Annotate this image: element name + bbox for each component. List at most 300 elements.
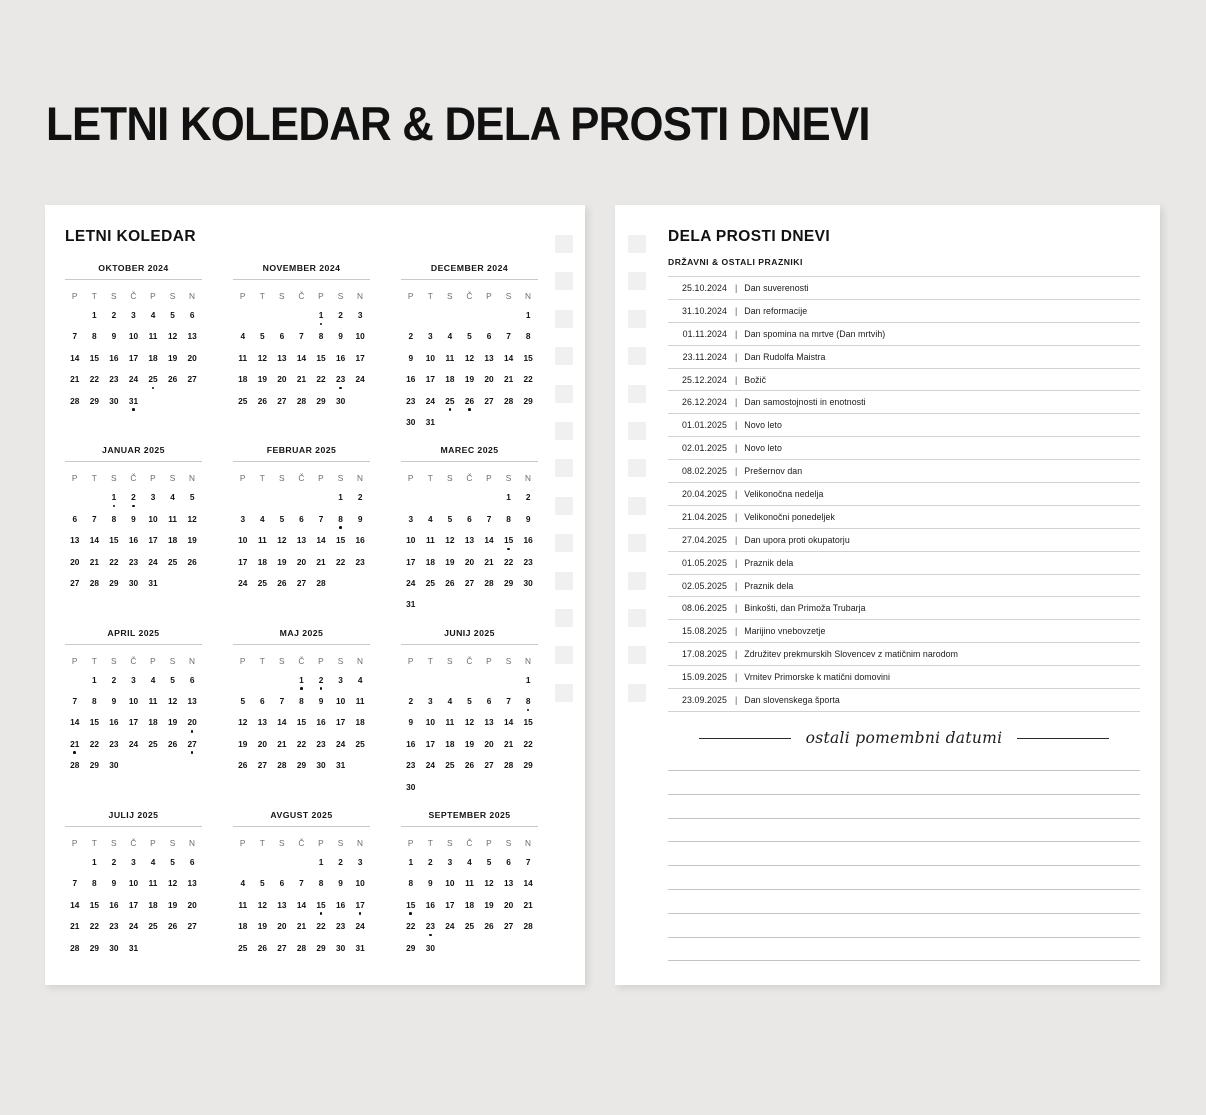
calendar-day[interactable]: 31 xyxy=(148,577,158,588)
calendar-day[interactable]: 5 xyxy=(467,696,472,707)
calendar-day[interactable]: 27 xyxy=(484,760,494,771)
calendar-day[interactable]: 13 xyxy=(277,899,287,910)
calendar-day[interactable]: 17 xyxy=(445,899,455,910)
holiday-row[interactable] xyxy=(668,665,1140,688)
calendar-day[interactable]: 8 xyxy=(92,696,97,707)
calendar-day[interactable]: 30 xyxy=(109,760,119,771)
calendar-day[interactable]: 19 xyxy=(464,738,475,749)
calendar-day[interactable]: 28 xyxy=(70,395,80,406)
calendar-day[interactable]: 18 xyxy=(238,921,248,932)
calendar-day[interactable]: 23 xyxy=(109,921,119,932)
holiday-row[interactable] xyxy=(668,688,1140,711)
calendar-day[interactable]: 23 xyxy=(128,556,139,567)
calendar-day[interactable]: 19 xyxy=(445,556,455,567)
calendar-day[interactable]: 23 xyxy=(109,738,119,749)
calendar-day[interactable]: 18 xyxy=(167,535,178,546)
calendar-day[interactable]: 20 xyxy=(503,899,514,910)
calendar-day[interactable]: 17 xyxy=(425,738,435,749)
calendar-day[interactable]: 13 xyxy=(70,535,80,546)
calendar-day[interactable]: 7 xyxy=(506,331,511,342)
calendar-day[interactable]: 31 xyxy=(425,416,435,427)
calendar-day[interactable]: 28 xyxy=(503,395,514,406)
calendar-day[interactable]: 17 xyxy=(350,897,370,918)
calendar-day[interactable]: 2 xyxy=(357,492,363,503)
calendar-day[interactable]: 3 xyxy=(428,331,433,342)
calendar-day[interactable]: 26 xyxy=(257,395,267,406)
calendar-day[interactable]: 22 xyxy=(89,921,99,932)
calendar-day[interactable]: 15 xyxy=(89,899,99,910)
calendar-day[interactable]: 20 xyxy=(257,738,267,749)
blank-writing-line[interactable] xyxy=(668,770,1140,771)
calendar-day[interactable]: 13 xyxy=(257,717,267,728)
calendar-day[interactable]: 6 xyxy=(467,513,472,524)
calendar-day[interactable]: 5 xyxy=(467,331,472,342)
calendar-day[interactable]: 12 xyxy=(277,535,287,546)
blank-writing-line[interactable] xyxy=(668,818,1140,819)
calendar-day[interactable]: 15 xyxy=(296,717,307,728)
holiday-row[interactable] xyxy=(668,368,1140,391)
calendar-day[interactable]: 31 xyxy=(335,760,346,771)
calendar-day[interactable]: 9 xyxy=(318,696,324,707)
calendar-day[interactable]: 29 xyxy=(316,942,326,953)
calendar-day[interactable]: 26 xyxy=(167,374,178,385)
calendar-day[interactable]: 2 xyxy=(408,696,414,707)
calendar-day[interactable]: 10 xyxy=(128,878,139,889)
calendar-day[interactable]: 26 xyxy=(238,760,248,771)
calendar-day[interactable]: 4 xyxy=(260,513,265,524)
calendar-day[interactable]: 29 xyxy=(503,577,514,588)
calendar-day[interactable]: 19 xyxy=(257,374,267,385)
calendar-day[interactable]: 30 xyxy=(523,577,533,588)
calendar-day[interactable]: 7 xyxy=(299,878,304,889)
calendar-day[interactable]: 26 xyxy=(187,556,197,567)
calendar-day[interactable]: 6 xyxy=(506,857,511,868)
calendar-day[interactable]: 14 xyxy=(70,352,80,363)
calendar-day[interactable]: 16 xyxy=(523,535,533,546)
calendar-day[interactable]: 11 xyxy=(445,352,455,363)
calendar-day[interactable]: 4 xyxy=(150,310,156,320)
calendar-day[interactable]: 6 xyxy=(189,857,195,868)
calendar-day[interactable]: 21 xyxy=(89,556,99,567)
calendar-day[interactable]: 27 xyxy=(70,577,80,588)
calendar-day[interactable]: 15 xyxy=(89,352,99,363)
tab-marker[interactable] xyxy=(555,572,573,590)
calendar-day[interactable]: 25 xyxy=(143,371,163,392)
calendar-day[interactable]: 6 xyxy=(299,513,304,524)
calendar-day[interactable]: 30 xyxy=(128,577,139,588)
calendar-day[interactable]: 27 xyxy=(187,921,197,932)
calendar-day[interactable]: 9 xyxy=(408,717,414,728)
calendar-day[interactable]: 12 xyxy=(464,352,475,363)
calendar-day[interactable]: 3 xyxy=(408,513,414,524)
calendar-day[interactable]: 1 xyxy=(506,492,511,503)
calendar-day[interactable]: 4 xyxy=(240,878,246,889)
calendar-day[interactable]: 25 xyxy=(148,738,158,749)
calendar-day[interactable]: 27 xyxy=(464,577,475,588)
calendar-day[interactable]: 8 xyxy=(299,696,304,707)
calendar-day[interactable]: 10 xyxy=(148,513,158,524)
calendar-day[interactable]: 21 xyxy=(503,374,514,385)
calendar-day[interactable]: 1 xyxy=(311,307,331,328)
calendar-day[interactable]: 9 xyxy=(131,513,136,524)
calendar-day[interactable]: 2 xyxy=(111,310,117,320)
calendar-day[interactable]: 15 xyxy=(523,717,533,728)
calendar-day[interactable]: 10 xyxy=(238,535,248,546)
calendar-day[interactable]: 1 xyxy=(338,492,343,503)
calendar-day[interactable]: 22 xyxy=(296,738,307,749)
calendar-day[interactable]: 16 xyxy=(406,738,416,749)
calendar-day[interactable]: 19 xyxy=(167,899,178,910)
blank-writing-line[interactable] xyxy=(668,889,1140,890)
calendar-day[interactable]: 15 xyxy=(109,535,119,546)
calendar-day[interactable]: 2 xyxy=(525,492,531,503)
tab-marker[interactable] xyxy=(628,310,646,328)
calendar-day[interactable]: 21 xyxy=(484,556,494,567)
calendar-day[interactable]: 8 xyxy=(92,878,97,889)
calendar-day[interactable]: 3 xyxy=(150,492,156,503)
calendar-day[interactable]: 22 xyxy=(406,921,416,932)
calendar-day[interactable]: 15 xyxy=(316,352,326,363)
calendar-day[interactable]: 2 xyxy=(311,672,331,693)
calendar-day[interactable]: 13 xyxy=(464,535,475,546)
holiday-row[interactable] xyxy=(668,345,1140,368)
calendar-day[interactable]: 16 xyxy=(109,352,119,363)
calendar-day[interactable]: 4 xyxy=(428,513,433,524)
tab-marker[interactable] xyxy=(555,497,573,515)
tab-marker[interactable] xyxy=(555,422,573,440)
calendar-day[interactable]: 22 xyxy=(89,374,99,385)
calendar-day[interactable]: 24 xyxy=(128,374,139,385)
calendar-day[interactable]: 7 xyxy=(525,857,531,868)
holiday-row[interactable] xyxy=(668,551,1140,574)
calendar-day[interactable]: 12 xyxy=(257,352,267,363)
calendar-day[interactable]: 11 xyxy=(465,878,474,889)
calendar-day[interactable]: 22 xyxy=(523,738,533,749)
calendar-day[interactable]: 4 xyxy=(170,492,175,503)
calendar-day[interactable]: 30 xyxy=(406,416,416,427)
blank-writing-line[interactable] xyxy=(668,841,1140,842)
blank-writing-line[interactable] xyxy=(668,794,1140,795)
calendar-day[interactable]: 24 xyxy=(406,577,416,588)
tab-marker[interactable] xyxy=(555,609,573,627)
blank-writing-line[interactable] xyxy=(668,913,1140,914)
calendar-day[interactable]: 18 xyxy=(257,556,267,567)
tab-marker[interactable] xyxy=(555,235,573,253)
calendar-day[interactable]: 16 xyxy=(406,374,416,385)
calendar-day[interactable]: 8 xyxy=(525,331,531,342)
holiday-row[interactable] xyxy=(668,574,1140,597)
calendar-day[interactable]: 28 xyxy=(484,577,494,588)
calendar-day[interactable]: 21 xyxy=(503,738,514,749)
tab-marker[interactable] xyxy=(628,385,646,403)
calendar-day[interactable]: 18 xyxy=(148,899,158,910)
blank-writing-line[interactable] xyxy=(668,937,1140,938)
calendar-day[interactable]: 16 xyxy=(355,535,365,546)
tab-marker[interactable] xyxy=(628,272,646,290)
calendar-day[interactable]: 15 xyxy=(499,532,519,553)
calendar-day[interactable]: 16 xyxy=(335,899,346,910)
calendar-day[interactable]: 7 xyxy=(279,696,285,707)
calendar-day[interactable]: 12 xyxy=(464,717,475,728)
calendar-day[interactable]: 25 xyxy=(148,921,158,932)
calendar-day[interactable]: 8 xyxy=(408,878,414,889)
calendar-day[interactable]: 18 xyxy=(464,899,475,910)
calendar-day[interactable]: 21 xyxy=(277,738,287,749)
blank-writing-line[interactable] xyxy=(668,865,1140,866)
calendar-day[interactable]: 8 xyxy=(506,513,511,524)
calendar-day[interactable]: 19 xyxy=(238,738,248,749)
calendar-day[interactable]: 16 xyxy=(109,717,119,728)
calendar-day[interactable]: 21 xyxy=(523,899,533,910)
calendar-day[interactable]: 21 xyxy=(296,374,307,385)
calendar-day[interactable]: 15 xyxy=(523,352,533,363)
holiday-row[interactable] xyxy=(668,390,1140,413)
calendar-day[interactable]: 4 xyxy=(150,674,156,685)
calendar-day[interactable]: 7 xyxy=(299,331,304,342)
calendar-day[interactable]: 6 xyxy=(260,696,265,707)
tab-marker[interactable] xyxy=(628,459,646,477)
tab-marker[interactable] xyxy=(628,534,646,552)
calendar-day[interactable]: 30 xyxy=(425,942,435,953)
calendar-day[interactable]: 21 xyxy=(316,556,326,567)
calendar-day[interactable]: 25 xyxy=(425,577,435,588)
calendar-day[interactable]: 25 xyxy=(167,556,178,567)
calendar-day[interactable]: 17 xyxy=(355,352,365,363)
calendar-day[interactable]: 9 xyxy=(338,331,343,342)
calendar-day[interactable]: 13 xyxy=(277,352,287,363)
calendar-day[interactable]: 13 xyxy=(484,352,494,363)
calendar-day[interactable]: 13 xyxy=(187,331,197,342)
calendar-day[interactable]: 20 xyxy=(277,374,287,385)
calendar-day[interactable]: 19 xyxy=(464,374,475,385)
calendar-day[interactable]: 22 xyxy=(523,374,533,385)
holiday-row[interactable] xyxy=(668,596,1140,619)
calendar-day[interactable]: 12 xyxy=(257,899,267,910)
calendar-day[interactable]: 22 xyxy=(316,374,326,385)
calendar-day[interactable]: 6 xyxy=(279,331,285,342)
calendar-day[interactable]: 13 xyxy=(187,696,197,707)
calendar-day[interactable]: 11 xyxy=(168,513,177,524)
calendar-day[interactable]: 29 xyxy=(296,760,307,771)
calendar-day[interactable]: 6 xyxy=(486,696,492,707)
holiday-row[interactable] xyxy=(668,299,1140,322)
calendar-day[interactable]: 11 xyxy=(445,717,455,728)
calendar-day[interactable]: 27 xyxy=(277,395,287,406)
calendar-day[interactable]: 25 xyxy=(257,577,267,588)
calendar-day[interactable]: 22 xyxy=(316,921,326,932)
calendar-day[interactable]: 28 xyxy=(70,760,80,771)
calendar-day[interactable]: 27 xyxy=(182,736,202,757)
calendar-day[interactable]: 14 xyxy=(70,899,80,910)
calendar-day[interactable]: 9 xyxy=(525,513,531,524)
calendar-day[interactable]: 21 xyxy=(65,736,85,757)
calendar-day[interactable]: 20 xyxy=(484,374,494,385)
calendar-day[interactable]: 20 xyxy=(464,556,475,567)
calendar-day[interactable]: 29 xyxy=(406,942,416,953)
calendar-day[interactable]: 5 xyxy=(260,331,265,342)
calendar-day[interactable]: 29 xyxy=(89,760,99,771)
calendar-day[interactable]: 18 xyxy=(425,556,435,567)
calendar-day[interactable]: 2 xyxy=(111,674,117,685)
blank-writing-line[interactable] xyxy=(668,960,1140,961)
calendar-day[interactable]: 3 xyxy=(338,674,343,685)
calendar-day[interactable]: 24 xyxy=(128,738,139,749)
calendar-day[interactable]: 15 xyxy=(311,897,331,918)
calendar-day[interactable]: 1 xyxy=(92,857,97,868)
calendar-day[interactable]: 11 xyxy=(148,696,158,707)
tab-marker[interactable] xyxy=(555,272,573,290)
calendar-day[interactable]: 23 xyxy=(421,918,441,939)
calendar-day[interactable]: 23 xyxy=(335,921,346,932)
calendar-day[interactable]: 10 xyxy=(425,717,435,728)
calendar-day[interactable]: 2 xyxy=(408,331,414,342)
calendar-day[interactable]: 24 xyxy=(238,577,248,588)
calendar-day[interactable]: 7 xyxy=(72,696,78,707)
calendar-day[interactable]: 30 xyxy=(335,395,346,406)
calendar-day[interactable]: 6 xyxy=(189,674,195,685)
calendar-day[interactable]: 3 xyxy=(428,696,433,707)
tab-marker[interactable] xyxy=(628,609,646,627)
calendar-day[interactable]: 9 xyxy=(111,331,117,342)
calendar-day[interactable]: 16 xyxy=(128,535,139,546)
calendar-day[interactable]: 23 xyxy=(406,395,416,406)
calendar-day[interactable]: 19 xyxy=(484,899,494,910)
calendar-day[interactable]: 17 xyxy=(128,717,139,728)
tab-marker[interactable] xyxy=(628,497,646,515)
calendar-day[interactable]: 26 xyxy=(257,942,267,953)
calendar-day[interactable]: 18 xyxy=(238,374,248,385)
calendar-day[interactable]: 19 xyxy=(167,717,178,728)
calendar-day[interactable]: 19 xyxy=(277,556,287,567)
calendar-day[interactable]: 24 xyxy=(128,921,139,932)
calendar-day[interactable]: 6 xyxy=(279,878,285,889)
calendar-day[interactable]: 3 xyxy=(131,857,136,868)
holiday-row[interactable] xyxy=(668,276,1140,299)
calendar-day[interactable]: 24 xyxy=(335,738,346,749)
holiday-row[interactable] xyxy=(668,413,1140,436)
calendar-day[interactable]: 22 xyxy=(503,556,514,567)
calendar-day[interactable]: 20 xyxy=(484,738,494,749)
calendar-day[interactable]: 17 xyxy=(238,556,248,567)
calendar-day[interactable]: 1 xyxy=(408,857,414,868)
calendar-day[interactable]: 9 xyxy=(111,878,117,889)
calendar-day[interactable]: 31 xyxy=(355,942,365,953)
calendar-day[interactable]: 27 xyxy=(187,374,197,385)
calendar-day[interactable]: 23 xyxy=(355,556,365,567)
calendar-day[interactable]: 12 xyxy=(167,878,178,889)
calendar-day[interactable]: 27 xyxy=(277,942,287,953)
calendar-day[interactable]: 31 xyxy=(124,393,144,414)
calendar-day[interactable]: 14 xyxy=(484,535,494,546)
calendar-day[interactable]: 10 xyxy=(355,878,365,889)
calendar-day[interactable]: 12 xyxy=(167,696,178,707)
holiday-row[interactable] xyxy=(668,505,1140,528)
calendar-day[interactable]: 14 xyxy=(70,717,80,728)
tab-marker[interactable] xyxy=(555,646,573,664)
calendar-day[interactable]: 10 xyxy=(128,331,139,342)
calendar-day[interactable]: 3 xyxy=(131,310,136,320)
calendar-day[interactable]: 9 xyxy=(408,352,414,363)
calendar-day[interactable]: 7 xyxy=(72,878,78,889)
calendar-day[interactable]: 16 xyxy=(335,352,346,363)
tab-marker[interactable] xyxy=(555,310,573,328)
tab-marker[interactable] xyxy=(555,385,573,403)
holiday-row[interactable] xyxy=(668,459,1140,482)
calendar-day[interactable]: 7 xyxy=(72,331,78,342)
calendar-day[interactable]: 28 xyxy=(277,760,287,771)
calendar-day[interactable]: 27 xyxy=(484,395,494,406)
calendar-day[interactable]: 8 xyxy=(92,331,97,342)
calendar-day[interactable]: 16 xyxy=(425,899,435,910)
tab-marker[interactable] xyxy=(555,459,573,477)
calendar-day[interactable]: 3 xyxy=(357,857,363,868)
calendar-day[interactable]: 21 xyxy=(296,921,307,932)
calendar-day[interactable]: 9 xyxy=(111,696,117,707)
calendar-day[interactable]: 5 xyxy=(170,674,175,685)
calendar-day[interactable]: 13 xyxy=(484,717,494,728)
holiday-row[interactable] xyxy=(668,322,1140,345)
calendar-day[interactable]: 2 xyxy=(428,857,433,868)
calendar-day[interactable]: 17 xyxy=(128,352,139,363)
tab-marker[interactable] xyxy=(628,422,646,440)
calendar-day[interactable]: 10 xyxy=(445,878,455,889)
tab-marker[interactable] xyxy=(628,347,646,365)
calendar-day[interactable]: 11 xyxy=(238,352,248,363)
calendar-day[interactable]: 5 xyxy=(240,696,246,707)
calendar-day[interactable]: 26 xyxy=(277,577,287,588)
calendar-day[interactable]: 24 xyxy=(445,921,455,932)
calendar-day[interactable]: 18 xyxy=(445,738,455,749)
calendar-day[interactable]: 12 xyxy=(167,331,178,342)
calendar-day[interactable]: 14 xyxy=(89,535,99,546)
calendar-day[interactable]: 10 xyxy=(355,331,365,342)
calendar-day[interactable]: 7 xyxy=(506,696,511,707)
calendar-day[interactable]: 2 xyxy=(338,857,343,868)
calendar-day[interactable]: 30 xyxy=(335,942,346,953)
calendar-day[interactable]: 12 xyxy=(445,535,455,546)
calendar-day[interactable]: 24 xyxy=(355,921,365,932)
tab-marker[interactable] xyxy=(555,347,573,365)
calendar-day[interactable]: 28 xyxy=(523,921,533,932)
calendar-day[interactable]: 1 xyxy=(292,672,312,693)
calendar-day[interactable]: 26 xyxy=(445,577,455,588)
calendar-day[interactable]: 10 xyxy=(406,535,416,546)
tab-marker[interactable] xyxy=(628,646,646,664)
calendar-day[interactable]: 22 xyxy=(335,556,346,567)
calendar-day[interactable]: 4 xyxy=(467,857,472,868)
calendar-day[interactable]: 29 xyxy=(89,942,99,953)
calendar-day[interactable]: 9 xyxy=(428,878,433,889)
calendar-day[interactable]: 15 xyxy=(401,897,421,918)
calendar-day[interactable]: 1 xyxy=(525,674,531,685)
calendar-day[interactable]: 28 xyxy=(296,395,307,406)
calendar-day[interactable]: 11 xyxy=(355,696,365,707)
calendar-day[interactable]: 17 xyxy=(148,535,158,546)
calendar-day[interactable]: 15 xyxy=(89,717,99,728)
calendar-day[interactable]: 7 xyxy=(92,513,97,524)
calendar-day[interactable]: 20 xyxy=(296,556,307,567)
calendar-day[interactable]: 4 xyxy=(447,696,453,707)
calendar-day[interactable]: 20 xyxy=(182,714,202,735)
calendar-day[interactable]: 24 xyxy=(355,374,365,385)
calendar-day[interactable]: 8 xyxy=(111,513,117,524)
calendar-day[interactable]: 1 xyxy=(318,857,324,868)
calendar-day[interactable]: 27 xyxy=(503,921,514,932)
tab-marker[interactable] xyxy=(628,572,646,590)
calendar-day[interactable]: 5 xyxy=(486,857,492,868)
calendar-day[interactable]: 2 xyxy=(111,857,117,868)
calendar-day[interactable]: 8 xyxy=(518,693,538,714)
